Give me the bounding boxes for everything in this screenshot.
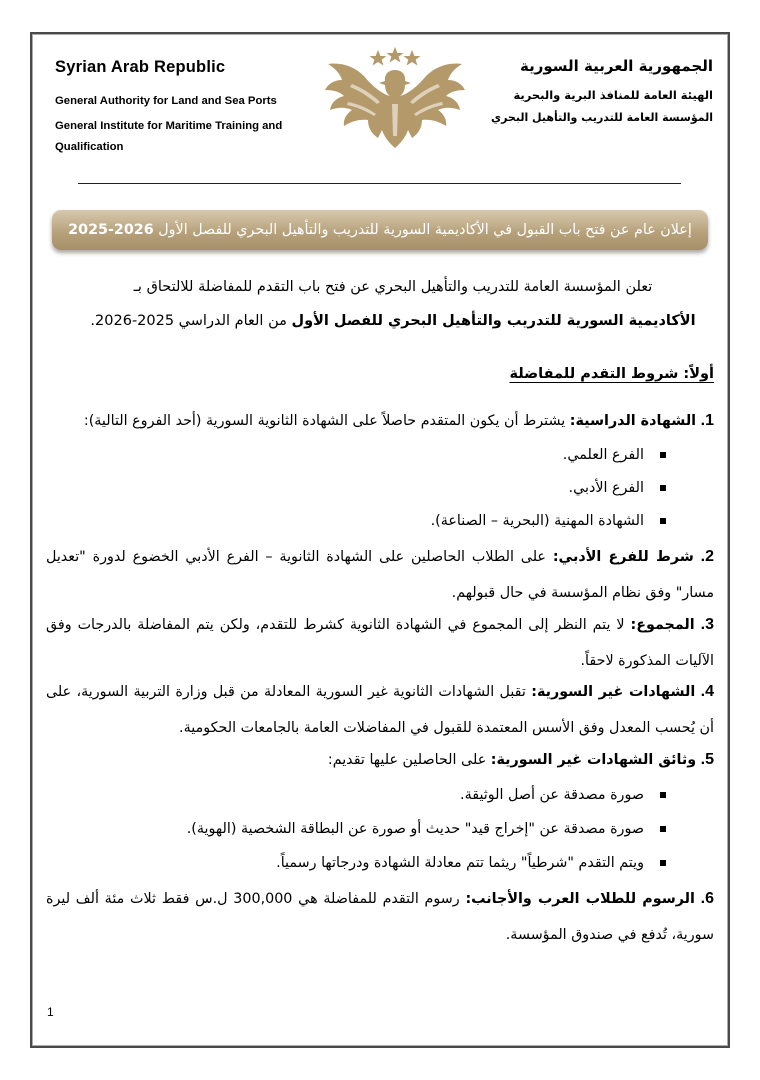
header-divider — [78, 183, 681, 184]
institute-name-ar: المؤسسة العامة للتدريب والتأهيل البحري — [490, 111, 713, 124]
bullet-item: ويتم التقدم "شرطياً" ريثما تتم معادلة الشهادة ودرجاتها رسمياً. — [66, 846, 666, 880]
bullet-item: الفرع العلمي. — [66, 438, 666, 472]
country-name-en: Syrian Arab Republic — [55, 58, 226, 76]
bullet-square-icon — [660, 452, 666, 458]
announcement-banner — [52, 210, 708, 250]
institute-name-en: General Institute for Maritime Training and Qualification — [55, 120, 283, 153]
bullet-square-icon — [660, 792, 666, 798]
bullet-square-icon — [660, 485, 666, 491]
bullet-item: الفرع الأدبي. — [66, 471, 666, 505]
condition-item: 4. الشهادات غير السورية: تقبل الشهادات الثانوية غير السورية المعادلة من قبل وزارة التربية السورية، على أن يُحسب المعدل وفق الأسس المعتمدة للقبول في المفاضلات العامة بالجامعات الحكومية. — [46, 683, 714, 736]
condition-item: 2. شرط للفرع الأدبي: على الطلاب الحاصلين على الشهادة الثانوية – الفرع الأدبي الخضوع لدورة "تعديل مسار" وفق نظام المؤسسة في حال قبولهم. — [46, 548, 714, 601]
eagle-emblem-icon — [322, 44, 468, 154]
bullet-item: الشهادة المهنية (البحرية – الصناعة). — [66, 504, 666, 538]
bullet-square-icon — [660, 826, 666, 832]
section-title: أولاً: شروط التقدم للمفاضلة — [509, 366, 714, 382]
banner-year: 2026-2025 — [68, 222, 154, 238]
intro-line-1: تعلن المؤسسة العامة للتدريب والتأهيل البحري عن فتح باب التقدم للمفاضلة للالتحاق بـ — [133, 279, 653, 295]
condition-item: 6. الرسوم للطلاب العرب والأجانب: رسوم التقدم للمفاضلة هي 300,000 ل.س فقط ثلاث مئة ألف ليرة سورية، تُدفع في صندوق المؤسسة. — [46, 890, 715, 943]
bullet-item: صورة مصدقة عن أصل الوثيقة. — [66, 778, 666, 812]
country-name-ar: الجمهورية العربية السورية — [520, 57, 713, 75]
authority-name-ar: الهيئة العامة للمنافذ البرية والبحرية — [513, 88, 713, 102]
intro-year: من العام الدراسي 2025-2026. — [90, 313, 287, 329]
header-arabic — [463, 57, 713, 124]
header-english — [55, 58, 325, 158]
page-number: 1 — [47, 1005, 54, 1019]
condition-item: 5. وثائق الشهادات غير السورية: على الحاصلين عليها تقديم: — [327, 751, 714, 768]
banner-text: إعلان عام عن فتح باب القبول في الأكاديمية السورية للتدريب والتأهيل البحري للفصل الأول — [158, 222, 692, 238]
bullet-square-icon — [660, 860, 666, 866]
bullet-item: صورة مصدقة عن "إخراج قيد" حديث أو صورة عن البطاقة الشخصية (الهوية). — [66, 812, 666, 846]
intro-line-2 — [88, 310, 698, 332]
authority-name-en: General Authority for Land and Sea Ports — [55, 95, 277, 107]
academy-name: الأكاديمية السورية للتدريب والتأهيل البحري للفصل الأول — [291, 313, 696, 329]
condition-item: 1. الشهادة الدراسية: يشترط أن يكون المتقدم حاصلاً على الشهادة الثانوية السورية (أحد الفروع التالية): — [83, 412, 714, 429]
bullet-square-icon — [660, 518, 666, 524]
intro-paragraph — [88, 276, 698, 332]
condition-item: 3. المجموع: لا يتم النظر إلى المجموع في الشهادة الثانوية كشرط للتقدم، ولكن يتم المفاضلة بالدرجات وفق الآليات المذكورة لاحقاً. — [46, 616, 715, 669]
